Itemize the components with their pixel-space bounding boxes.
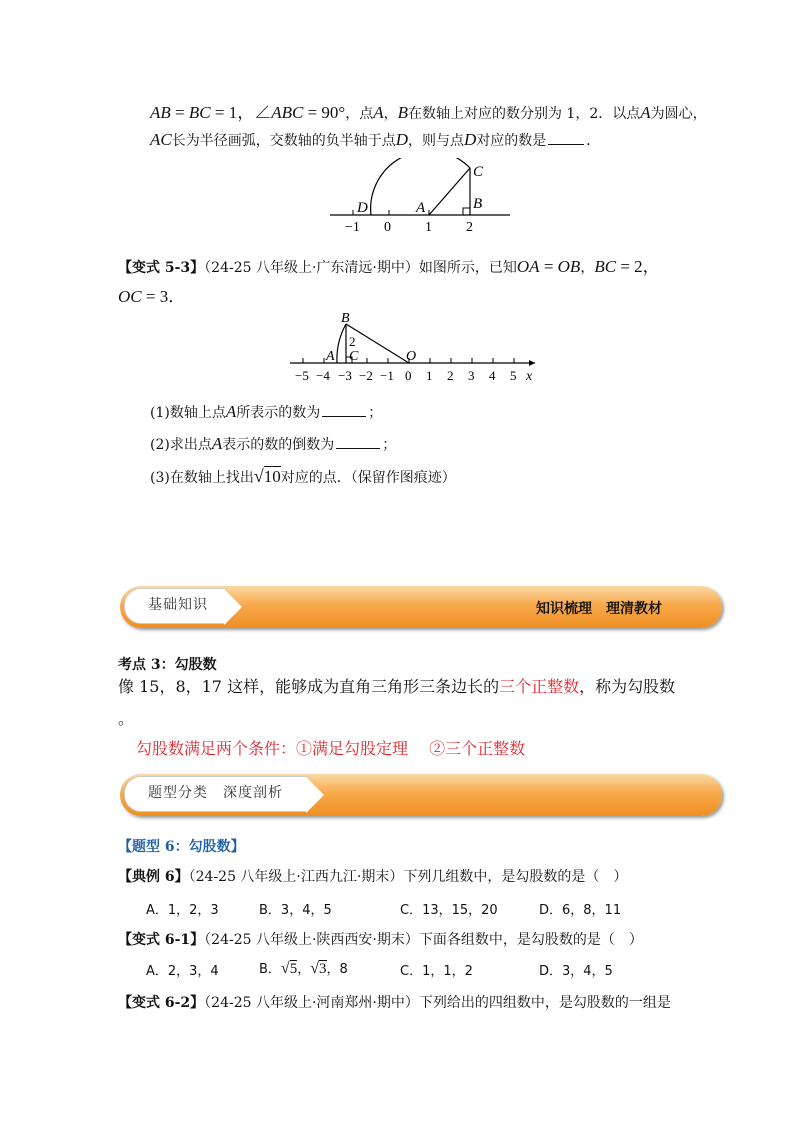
option-c[interactable]: C．1，1，2 <box>400 964 473 979</box>
tick-label: 2 <box>447 368 454 383</box>
subquestion-2: (2)求出点A表示的数的倒数为 ； <box>150 434 397 453</box>
label-d: D <box>357 200 368 216</box>
figure-number-line-triangle <box>285 308 545 388</box>
type-heading: 【题型 6：勾股数】 <box>118 839 245 855</box>
label-c: C <box>473 164 484 180</box>
option-d[interactable]: D．3，4，5 <box>539 964 613 979</box>
subquestion-1: (1)数轴上点A所表示的数为 ； <box>150 402 383 421</box>
option-b[interactable]: B．3，4，5 <box>259 903 332 918</box>
tick-label: 5 <box>510 368 517 383</box>
banner-basic-knowledge <box>120 586 722 628</box>
tick-label: −1 <box>345 220 360 235</box>
option-a[interactable]: A．1，2，3 <box>146 903 219 918</box>
tick-label: −4 <box>316 368 330 383</box>
label-two: 2 <box>349 334 356 349</box>
definition-line: 像 15，8，17 这样，能够成为直角三角形三条边长的三个正整数，称为勾股数 <box>118 677 676 696</box>
option-d[interactable]: D．6，8，11 <box>539 903 622 918</box>
option-b[interactable]: B．√5，√3，8 <box>259 960 348 977</box>
tick-label: 1 <box>426 368 433 383</box>
variant-5-3-line-2: OC = 3． <box>118 287 186 306</box>
tick-label: 2 <box>466 220 473 235</box>
subquestion-3: (3)在数轴上找出√10对应的点．（保留作图痕迹） <box>150 466 456 486</box>
tick-label: −3 <box>338 368 352 383</box>
tick-label: 1 <box>425 220 432 235</box>
problem-line-2: AC长为半径画弧，交数轴的负半轴于点D，则与点D对应的数是 ． <box>150 130 601 149</box>
option-c[interactable]: C．13，15，20 <box>400 903 498 918</box>
answer-blank <box>548 132 584 145</box>
label-o: O <box>406 349 417 364</box>
conditions-line: 勾股数满足两个条件：①满足勾股定理 ②三个正整数 <box>136 739 526 758</box>
tick-label: 4 <box>489 368 496 383</box>
option-a[interactable]: A．2，3，4 <box>146 964 219 979</box>
label-b2: B <box>341 311 350 326</box>
tick-label: −5 <box>295 368 309 383</box>
definition-wrap: 。 <box>118 709 135 728</box>
tick-label: −1 <box>380 368 394 383</box>
banner-tab-label: 基础知识 <box>148 597 208 613</box>
example-6: 【典例 6】（24-25 八年级上·江西九江·期末）下列几组数中，是勾股数的是（ ） <box>118 869 628 885</box>
variant-5-3: 【变式 5-3】（24-25 八年级上·广东清远·期中）如图所示，已知OA = OB，BC = 2， <box>118 257 660 276</box>
banner-right-label: 知识梳理 理清教材 <box>536 601 662 617</box>
variant-6-1: 【变式 6-1】（24-25 八年级上·陕西西安·期末）下面各组数中，是勾股数的是（ ） <box>118 932 643 948</box>
section-title: 考点 3：勾股数 <box>118 657 217 673</box>
tick-label: 0 <box>405 368 412 383</box>
tick-label: −2 <box>359 368 373 383</box>
figure-number-line-arc <box>320 158 520 238</box>
variant-6-2: 【变式 6-2】（24-25 八年级上·河南郑州·期中）下列给出的四组数中，是勾股数的一组是 <box>118 995 671 1011</box>
sqrt-sign: √ <box>253 466 264 486</box>
banner-tab-label: 题型分类 深度剖析 <box>148 785 283 801</box>
label-a: A <box>416 200 426 216</box>
tick-label: 0 <box>384 220 391 235</box>
tick-label: 3 <box>468 368 475 383</box>
label-a2: A <box>326 349 335 364</box>
label-x: x <box>526 369 533 384</box>
banner-type-analysis <box>120 774 722 816</box>
label-b: B <box>473 196 483 212</box>
label-c2: C <box>349 349 359 364</box>
problem-line-1: AB = BC = 1，∠ABC = 90°，点A，B在数轴上对应的数分别为 1，2．以点A为圆心， <box>150 103 707 122</box>
